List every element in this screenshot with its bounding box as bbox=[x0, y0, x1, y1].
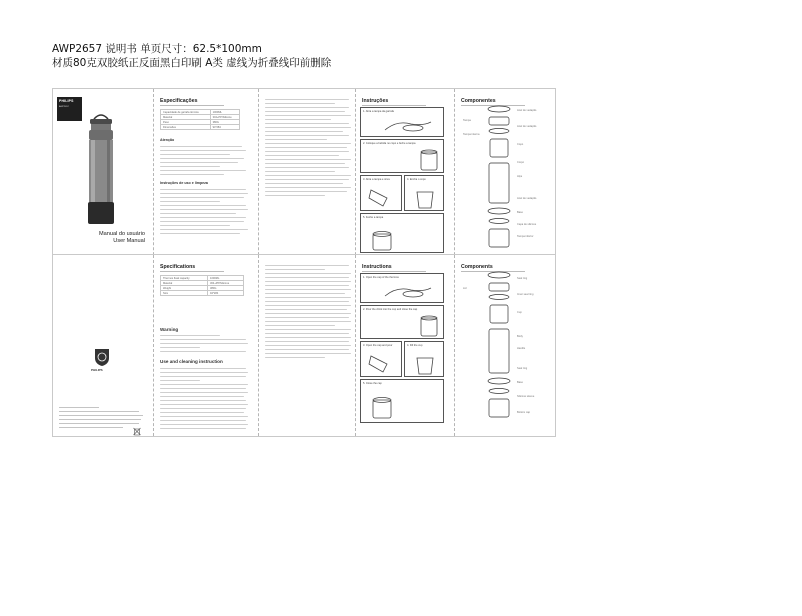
component-label: Tampa bbox=[463, 119, 471, 122]
component-label: Tampa inferior bbox=[517, 235, 534, 238]
text-line bbox=[160, 189, 246, 190]
manual-title-pt: Manual do usuário bbox=[98, 231, 145, 237]
text-line bbox=[265, 111, 345, 112]
component-label: Tampa interna bbox=[463, 133, 480, 136]
filled-cup-illustration bbox=[413, 188, 437, 210]
text-line bbox=[160, 428, 246, 429]
text-line bbox=[160, 339, 246, 340]
table-row bbox=[161, 125, 240, 130]
text-line bbox=[160, 347, 200, 348]
text-line bbox=[265, 107, 349, 108]
text-line bbox=[265, 175, 351, 176]
text-line bbox=[265, 99, 349, 100]
text-line bbox=[160, 368, 246, 369]
text-line bbox=[160, 217, 246, 218]
text-line bbox=[265, 167, 349, 168]
legal-text-line bbox=[59, 411, 139, 412]
step-4-frame bbox=[404, 175, 444, 211]
component-label: Corpo bbox=[517, 161, 525, 164]
legal-text-line bbox=[59, 415, 143, 416]
spec-panel-en bbox=[154, 255, 258, 436]
text-line bbox=[265, 155, 339, 156]
text-line bbox=[160, 233, 240, 234]
legal-text-line bbox=[59, 427, 123, 428]
text-line bbox=[265, 265, 349, 266]
text-line bbox=[160, 420, 246, 421]
components-title-pt: Componentes bbox=[461, 98, 496, 104]
text-line bbox=[265, 285, 349, 286]
text-line bbox=[265, 179, 349, 180]
cup-illustration bbox=[417, 146, 441, 172]
text-line bbox=[265, 325, 335, 326]
text-line bbox=[160, 154, 230, 155]
table-cell: 304+PP/Silicone bbox=[208, 281, 244, 286]
table-cell: Size bbox=[161, 291, 208, 296]
text-line bbox=[160, 380, 200, 381]
text-line bbox=[160, 372, 248, 373]
text-line bbox=[265, 329, 351, 330]
text-line bbox=[160, 213, 236, 214]
brand-band bbox=[57, 97, 82, 121]
components-panel-pt bbox=[455, 89, 557, 270]
text-line bbox=[160, 150, 246, 151]
spec-title-en: Specifications bbox=[160, 264, 196, 270]
text-line bbox=[265, 273, 351, 274]
text-line bbox=[160, 384, 248, 385]
component-label: Cup bbox=[517, 311, 522, 314]
text-line bbox=[265, 163, 345, 164]
text-line bbox=[160, 376, 246, 377]
use-title-pt: Instruções de uso e limpeza bbox=[160, 181, 208, 185]
step-4-caption: 4. Fill the cup bbox=[407, 344, 423, 347]
component-label: Bottom cap bbox=[517, 411, 531, 414]
thermos-product-image bbox=[81, 111, 121, 229]
filled-cup-illustration bbox=[413, 354, 437, 376]
component-label: Copo bbox=[517, 143, 524, 146]
text-line bbox=[160, 424, 248, 425]
text-line bbox=[160, 221, 244, 222]
text-line bbox=[160, 404, 248, 405]
text-line bbox=[265, 269, 325, 270]
text-line bbox=[265, 131, 343, 132]
component-label: Alça bbox=[517, 175, 523, 178]
step-1-frame bbox=[360, 107, 444, 137]
text-line bbox=[160, 408, 246, 409]
step-3-frame bbox=[360, 175, 402, 211]
back-sheet bbox=[52, 254, 556, 437]
text-line bbox=[265, 127, 351, 128]
spec-table-pt bbox=[160, 109, 240, 130]
print-spec-line-1: AWP2657 说明书 单页尺寸：62.5*100mm bbox=[52, 43, 262, 55]
text-line bbox=[160, 335, 220, 336]
text-line bbox=[265, 301, 349, 302]
spec-table-en bbox=[160, 275, 244, 296]
step-1-frame bbox=[360, 273, 444, 303]
table-cell: 1000ML bbox=[208, 276, 244, 281]
spec-title-pt: Especificações bbox=[160, 98, 198, 104]
exploded-parts-diagram bbox=[485, 101, 513, 251]
closing-cap-illustration bbox=[367, 226, 397, 252]
brand-logo: PHILIPS bbox=[59, 99, 74, 103]
text-line bbox=[265, 147, 347, 148]
legal-text-line bbox=[59, 419, 141, 420]
use-title-en: Use and cleaning instruction bbox=[160, 359, 223, 364]
text-line bbox=[265, 187, 351, 188]
warning-title-en: Warning bbox=[160, 327, 179, 332]
text-line bbox=[265, 277, 349, 278]
recycle-bin-icon bbox=[133, 427, 141, 436]
text-line bbox=[265, 183, 343, 184]
component-label: Inner seal ring bbox=[517, 293, 534, 296]
text-line bbox=[265, 341, 349, 342]
text-line bbox=[160, 174, 224, 175]
text-line bbox=[265, 297, 351, 298]
text-line bbox=[265, 333, 349, 334]
text-line bbox=[265, 191, 347, 192]
table-cell: Material bbox=[161, 115, 211, 120]
instructions-panel-en bbox=[356, 255, 454, 436]
pour-illustration bbox=[367, 186, 397, 210]
text-line bbox=[265, 357, 325, 358]
text-line bbox=[265, 313, 351, 314]
table-cell: 380G bbox=[210, 120, 239, 125]
text-line bbox=[265, 171, 335, 172]
text-line bbox=[160, 416, 248, 417]
text-line bbox=[265, 281, 351, 282]
table-cell: 1000ML bbox=[210, 110, 239, 115]
text-line bbox=[160, 392, 248, 393]
component-label: Seal ring bbox=[517, 277, 528, 280]
text-line bbox=[265, 353, 351, 354]
components-title-en: Components bbox=[461, 264, 493, 270]
table-cell: 94*284 bbox=[208, 291, 244, 296]
text-line bbox=[160, 209, 248, 210]
table-cell: 380G bbox=[208, 286, 244, 291]
text-line bbox=[160, 400, 246, 401]
text-line bbox=[265, 195, 325, 196]
component-label: Anel de vedação bbox=[517, 197, 537, 200]
text-line bbox=[160, 166, 220, 167]
text-line bbox=[160, 412, 244, 413]
table-cell: Capacidade de garrafa térmica bbox=[161, 110, 211, 115]
hand-opening-cap-illustration bbox=[383, 282, 433, 302]
closing-cap-illustration bbox=[367, 392, 397, 420]
step-2-caption: 2. Pour the drink into the cup and close the cap bbox=[363, 308, 418, 311]
step-1-caption: 1. Open the cap of the thermos bbox=[363, 276, 399, 279]
legal-panel bbox=[53, 255, 153, 436]
model-number: AWP2657 bbox=[59, 106, 69, 108]
step-3-caption: 3. Open the cap and pour bbox=[363, 344, 393, 347]
text-line bbox=[265, 317, 349, 318]
components-panel-en bbox=[455, 255, 557, 436]
text-line bbox=[265, 159, 351, 160]
step-4-frame bbox=[404, 341, 444, 377]
table-cell: Weight bbox=[161, 286, 208, 291]
step-2-frame bbox=[360, 139, 444, 173]
step-2-frame bbox=[360, 305, 444, 339]
step-5-frame bbox=[360, 379, 444, 423]
front-sheet bbox=[52, 88, 556, 271]
component-label: Lid bbox=[463, 287, 467, 290]
step-2-caption: 2. Coloque a bebida no copo e feche a tampa bbox=[363, 142, 416, 145]
text-line bbox=[265, 119, 331, 120]
table-cell: 94*284 bbox=[210, 125, 239, 130]
instructions-title-pt: Instruções bbox=[362, 98, 389, 104]
legal-text-line bbox=[59, 423, 139, 424]
cover-panel bbox=[53, 89, 153, 270]
text-line bbox=[265, 151, 349, 152]
text-line bbox=[265, 289, 351, 290]
table-cell: Peso bbox=[161, 120, 211, 125]
step-1-caption: 1. Abra a tampa da garrafa bbox=[363, 110, 394, 113]
step-5-caption: 5. Close the cap bbox=[363, 382, 382, 385]
table-cell: 304+PP/Silicone bbox=[210, 115, 239, 120]
component-label: Capa de silicone bbox=[517, 223, 537, 226]
text-line bbox=[160, 351, 246, 352]
component-label: Anel de vedação bbox=[517, 125, 537, 128]
step-3-caption: 3. Abra a tampa e sirva bbox=[363, 178, 390, 181]
manual-title-en: User Manual bbox=[113, 238, 145, 244]
text-line bbox=[160, 343, 248, 344]
text-line bbox=[265, 135, 349, 136]
text-line bbox=[160, 201, 220, 202]
text-line bbox=[160, 146, 242, 147]
text-line bbox=[160, 158, 244, 159]
component-label: Anel de vedação bbox=[517, 109, 537, 112]
step-5-frame bbox=[360, 213, 444, 253]
exploded-parts-diagram bbox=[485, 267, 513, 427]
text-line bbox=[265, 123, 349, 124]
cup-illustration bbox=[417, 312, 441, 338]
hand-opening-cap-illustration bbox=[383, 116, 433, 136]
instructions-panel-pt bbox=[356, 89, 454, 270]
component-label: Body bbox=[517, 335, 523, 338]
step-4-caption: 4. Encha o copo bbox=[407, 178, 426, 181]
text-line bbox=[160, 205, 246, 206]
philips-shield-logo bbox=[93, 347, 111, 367]
table-cell: Material bbox=[161, 281, 208, 286]
warning-title-pt: Atenção bbox=[160, 138, 175, 142]
text-line bbox=[265, 293, 345, 294]
text-line bbox=[265, 337, 351, 338]
step-5-caption: 5. Feche a tampa bbox=[363, 216, 384, 219]
brand-name-small: PHILIPS bbox=[91, 368, 103, 372]
text-line bbox=[160, 229, 248, 230]
text-line bbox=[160, 396, 244, 397]
component-label: Silicone sleeve bbox=[517, 395, 535, 398]
print-spec-line-2: 材质80克双胶纸正反面黑白印刷 A类 虚线为折叠线印前删除 bbox=[52, 57, 332, 69]
pour-illustration bbox=[367, 352, 397, 376]
step-3-frame bbox=[360, 341, 402, 377]
component-label: Base bbox=[517, 381, 523, 384]
table-cell: Dimensões bbox=[161, 125, 211, 130]
text-line bbox=[160, 193, 248, 194]
component-label: Base bbox=[517, 211, 523, 214]
text-panel-pt bbox=[259, 89, 355, 270]
instructions-title-en: Instructions bbox=[362, 264, 392, 270]
spec-panel-pt bbox=[154, 89, 258, 270]
text-line bbox=[160, 162, 238, 163]
text-line bbox=[265, 115, 351, 116]
text-line bbox=[265, 139, 327, 140]
text-line bbox=[265, 143, 351, 144]
table-cell: Thermos flask capacity bbox=[161, 276, 208, 281]
table-row bbox=[161, 291, 244, 296]
text-line bbox=[265, 349, 349, 350]
text-line bbox=[160, 197, 244, 198]
component-label: Seal ring bbox=[517, 367, 528, 370]
legal-text-line bbox=[59, 407, 99, 408]
text-line bbox=[265, 305, 351, 306]
text-line bbox=[160, 170, 246, 171]
text-line bbox=[160, 388, 246, 389]
text-line bbox=[160, 225, 230, 226]
text-panel-en bbox=[259, 255, 355, 436]
component-label: Handle bbox=[517, 347, 526, 350]
text-line bbox=[265, 345, 351, 346]
text-line bbox=[265, 321, 351, 322]
text-line bbox=[265, 103, 335, 104]
text-line bbox=[265, 309, 347, 310]
